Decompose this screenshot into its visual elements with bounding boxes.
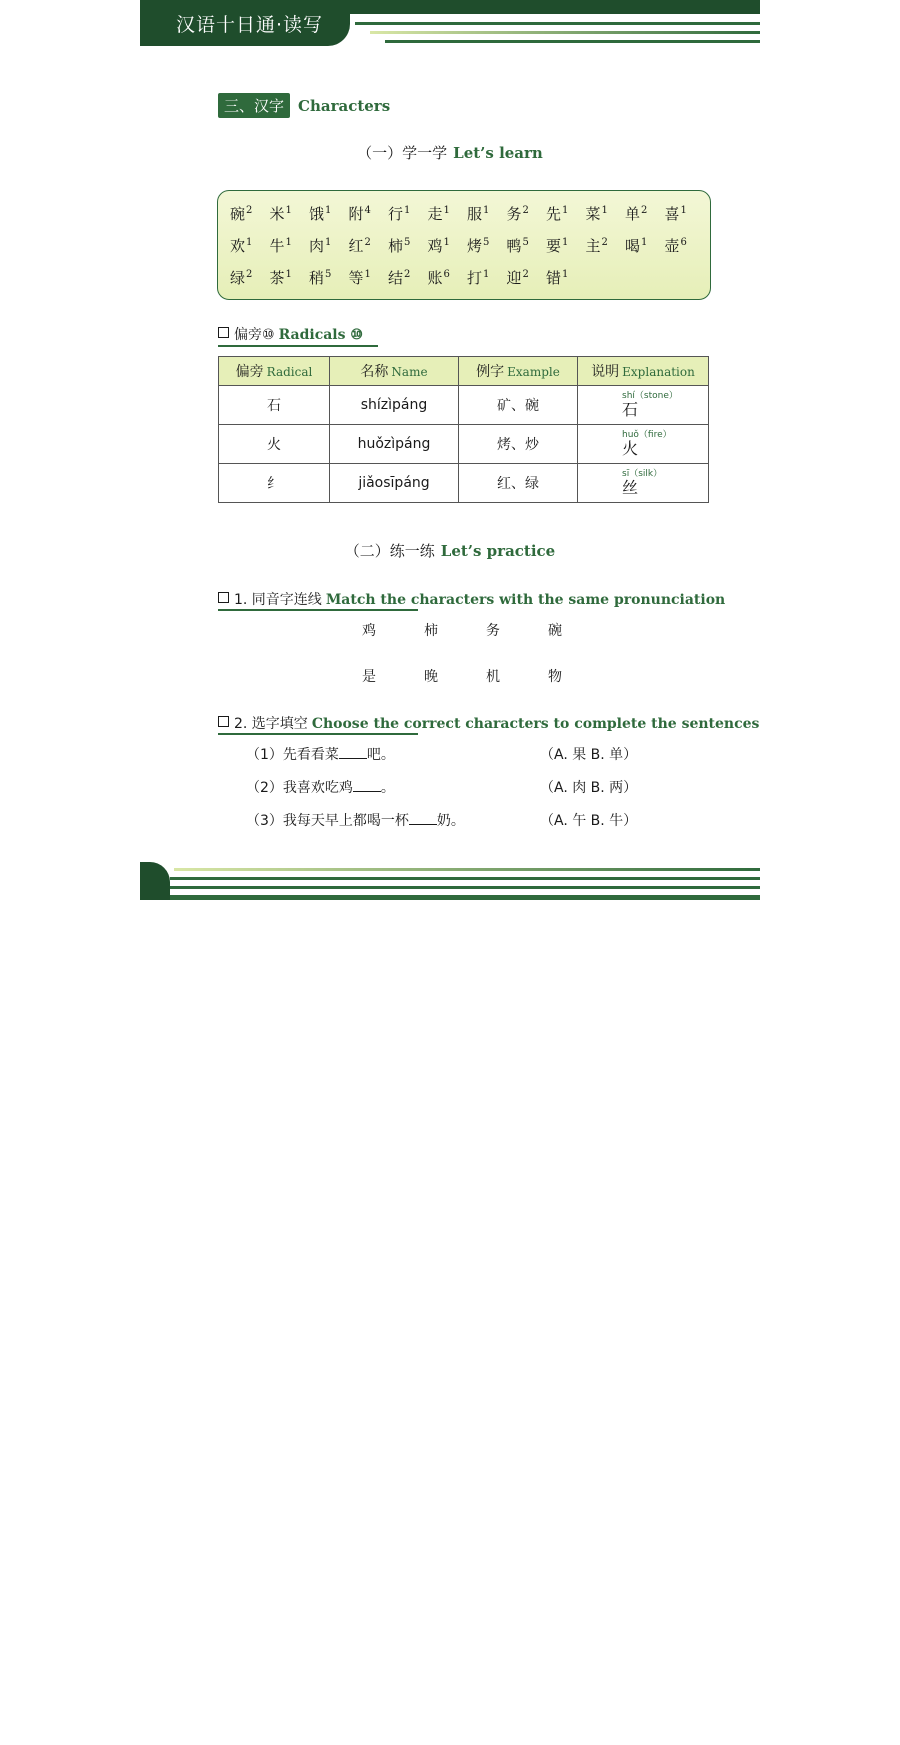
checkbox-icon <box>218 327 229 338</box>
character: 结 <box>388 269 404 287</box>
character: 错 <box>546 269 562 287</box>
title-underline <box>218 345 378 347</box>
options-1: （A. 果 B. 单） <box>540 747 638 763</box>
character-cell <box>428 203 468 224</box>
character-cell <box>507 267 547 288</box>
character: 红 <box>348 237 364 255</box>
title-underline <box>218 609 418 611</box>
radicals-title-en: Radicals ⑩ <box>278 327 363 343</box>
stroke-number: 1 <box>562 269 569 280</box>
header-example: 例字 Example <box>459 357 578 386</box>
character-cell <box>507 235 547 256</box>
table-row <box>219 425 709 464</box>
character: 稍 <box>309 269 325 287</box>
radical-cell: 石 <box>219 386 330 425</box>
character: 账 <box>427 269 443 287</box>
checkbox-icon <box>218 592 229 603</box>
footer-tab <box>140 862 170 1745</box>
radicals-title <box>218 324 363 344</box>
options-2: （A. 肉 B. 两） <box>540 780 638 796</box>
match-row-bottom <box>362 666 610 686</box>
stroke-number: 1 <box>285 205 292 216</box>
character-cell <box>349 203 389 224</box>
learn-zh: （一）学一学 <box>357 144 448 162</box>
table-row <box>219 386 709 425</box>
character: 鸡 <box>427 237 443 255</box>
radicals-title-zh: 偏旁⑩ <box>234 327 275 343</box>
footer-stripe <box>170 895 760 900</box>
sentence-1: （1）先看看菜 吧。 <box>246 747 395 763</box>
example-cell: 烤、炒 <box>459 425 578 464</box>
stroke-number: 1 <box>562 237 569 248</box>
stroke-number: 5 <box>522 237 529 248</box>
character: 饿 <box>309 205 325 223</box>
book-title: 汉语十日通·读写 <box>176 14 324 36</box>
radical-cell: 纟 <box>219 464 330 503</box>
table-row <box>219 464 709 503</box>
stroke-number: 1 <box>443 237 450 248</box>
section-title-en: Characters <box>298 96 391 115</box>
page-number: 4 <box>148 1732 155 1745</box>
character-cell <box>270 235 310 256</box>
stroke-number: 5 <box>483 237 490 248</box>
character-cell <box>665 235 705 256</box>
learn-en: Let’s learn <box>453 144 543 162</box>
character-cell <box>546 235 586 256</box>
match-char[interactable]: 晚 <box>424 669 438 685</box>
character: 打 <box>467 269 483 287</box>
character-cell <box>230 235 270 256</box>
character-cell <box>467 267 507 288</box>
match-char[interactable]: 柿 <box>424 623 438 639</box>
character: 主 <box>585 237 601 255</box>
stroke-number: 1 <box>483 269 490 280</box>
character: 迎 <box>506 269 522 287</box>
character: 喜 <box>664 205 680 223</box>
character: 壶 <box>664 237 680 255</box>
character-cell <box>546 203 586 224</box>
character-box <box>217 190 711 300</box>
stroke-number: 1 <box>443 205 450 216</box>
character-cell <box>467 203 507 224</box>
stroke-number: 1 <box>285 237 292 248</box>
subheading-learn <box>140 142 760 163</box>
character: 要 <box>546 237 562 255</box>
stroke-number: 1 <box>364 269 371 280</box>
textbook-page <box>140 0 760 1745</box>
footer-stripe <box>170 877 760 880</box>
character: 走 <box>427 205 443 223</box>
stroke-number: 2 <box>246 269 253 280</box>
fill-blank[interactable] <box>409 824 437 825</box>
character-cell <box>230 267 270 288</box>
stroke-number: 2 <box>364 237 371 248</box>
stroke-number: 1 <box>680 205 687 216</box>
character: 绿 <box>230 269 246 287</box>
character: 行 <box>388 205 404 223</box>
header-tab <box>140 0 350 46</box>
character: 柿 <box>388 237 404 255</box>
character: 等 <box>348 269 364 287</box>
header-stripe <box>385 40 760 43</box>
character: 服 <box>467 205 483 223</box>
stroke-number: 5 <box>325 269 332 280</box>
stroke-number: 2 <box>601 237 608 248</box>
character: 附 <box>348 205 364 223</box>
character-cell <box>349 235 389 256</box>
explanation-cell: sī（silk） 丝 <box>578 464 709 503</box>
stroke-number: 1 <box>325 237 332 248</box>
character: 烤 <box>467 237 483 255</box>
character: 肉 <box>309 237 325 255</box>
character-cell <box>665 203 705 224</box>
character: 单 <box>625 205 641 223</box>
options-3: （A. 午 B. 牛） <box>540 813 638 829</box>
stroke-number: 2 <box>246 205 253 216</box>
header-explanation: 说明 Explanation <box>578 357 709 386</box>
example-cell: 矿、碗 <box>459 386 578 425</box>
header-stripe <box>370 31 760 34</box>
character-cell <box>586 235 626 256</box>
subheading-practice <box>140 540 760 561</box>
character-cell <box>428 267 468 288</box>
character-cell <box>349 267 389 288</box>
footer-stripe <box>174 868 760 871</box>
stroke-number: 1 <box>325 205 332 216</box>
page-header <box>140 0 760 48</box>
stroke-number: 2 <box>641 205 648 216</box>
stroke-number: 1 <box>641 237 648 248</box>
stroke-number: 2 <box>404 269 411 280</box>
character: 茶 <box>269 269 285 287</box>
character-cell <box>309 267 349 288</box>
character-cell <box>388 203 428 224</box>
character-cell <box>388 235 428 256</box>
stroke-number: 1 <box>562 205 569 216</box>
explanation-cell: shí（stone） 石 <box>578 386 709 425</box>
name-cell: huǒzìpáng <box>330 425 459 464</box>
match-char[interactable]: 机 <box>486 669 500 685</box>
header-radical: 偏旁 Radical <box>219 357 330 386</box>
character-cell <box>625 203 665 224</box>
character-row <box>230 235 704 256</box>
character: 牛 <box>269 237 285 255</box>
character-cell <box>309 235 349 256</box>
character-row <box>230 203 704 224</box>
character: 喝 <box>625 237 641 255</box>
exercise-2-title: 2. 选字填空 Choose the correct characters to complete the sentences <box>218 713 759 733</box>
radicals-table <box>218 356 709 503</box>
match-char[interactable]: 物 <box>548 669 562 685</box>
exercise-1-title: 1. 同音字连线 Match the characters with the same pronunciation <box>218 589 725 609</box>
practice-zh: （二）练一练 <box>344 542 435 560</box>
header-stripe <box>355 22 760 25</box>
stroke-number: 2 <box>522 205 529 216</box>
character-cell <box>270 203 310 224</box>
character-cell <box>546 267 586 288</box>
stroke-number: 6 <box>443 269 450 280</box>
stroke-number: 1 <box>404 205 411 216</box>
fill-blank[interactable] <box>339 758 367 759</box>
title-underline <box>218 733 418 735</box>
stroke-number: 1 <box>601 205 608 216</box>
stroke-number: 1 <box>285 269 292 280</box>
name-cell: jiǎosīpáng <box>330 464 459 503</box>
character: 欢 <box>230 237 246 255</box>
example-cell: 红、绿 <box>459 464 578 503</box>
match-char[interactable]: 是 <box>362 669 376 685</box>
character-cell <box>309 203 349 224</box>
character-row <box>230 267 586 288</box>
match-char[interactable]: 务 <box>486 623 500 639</box>
character: 务 <box>506 205 522 223</box>
stroke-number: 2 <box>522 269 529 280</box>
match-char[interactable]: 鸡 <box>362 623 376 639</box>
character-cell <box>507 203 547 224</box>
character-cell <box>428 235 468 256</box>
stroke-number: 5 <box>404 237 411 248</box>
checkbox-icon <box>218 716 229 727</box>
character: 菜 <box>585 205 601 223</box>
section-heading <box>218 93 390 118</box>
character-cell <box>270 267 310 288</box>
character: 先 <box>546 205 562 223</box>
character-cell <box>625 235 665 256</box>
character-cell <box>586 203 626 224</box>
character: 米 <box>269 205 285 223</box>
sentence-2: （2）我喜欢吃鸡 。 <box>246 780 395 796</box>
match-char[interactable]: 碗 <box>548 623 562 639</box>
character: 碗 <box>230 205 246 223</box>
stroke-number: 1 <box>246 237 253 248</box>
stroke-number: 4 <box>364 205 371 216</box>
practice-en: Let’s practice <box>440 542 556 560</box>
section-label: 三、汉字 <box>218 93 290 118</box>
header-name: 名称 Name <box>330 357 459 386</box>
character-cell <box>230 203 270 224</box>
character-cell <box>388 267 428 288</box>
match-row-top <box>362 620 610 640</box>
stroke-number: 1 <box>483 205 490 216</box>
fill-blank[interactable] <box>353 791 381 792</box>
character-cell <box>467 235 507 256</box>
radical-cell: 火 <box>219 425 330 464</box>
character: 鸭 <box>506 237 522 255</box>
explanation-cell: huǒ（fire） 火 <box>578 425 709 464</box>
table-header-row <box>219 357 709 386</box>
name-cell: shízìpáng <box>330 386 459 425</box>
stroke-number: 6 <box>680 237 687 248</box>
footer-stripe <box>170 886 760 889</box>
sentence-3: （3）我每天早上都喝一杯 奶。 <box>246 813 465 829</box>
